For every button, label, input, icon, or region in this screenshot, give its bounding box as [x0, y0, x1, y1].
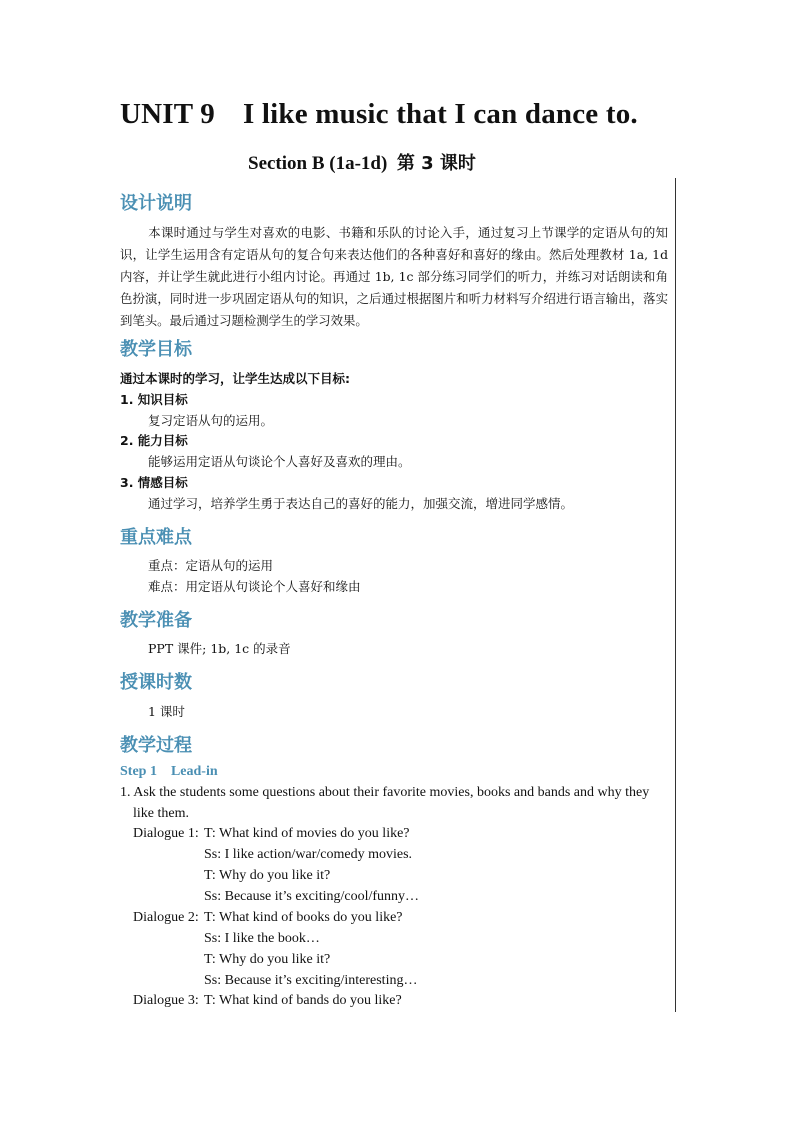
- section-subtitle: [248, 149, 476, 175]
- step-1-heading: [120, 764, 218, 780]
- goal-label-1: 1. 知识目标: [120, 392, 188, 407]
- design-paragraph: [120, 222, 668, 332]
- keypoint-difficulty: 难点：用定语从句谈论个人喜好和缘由: [148, 579, 361, 594]
- process-item-1-line-1: 1. Ask the students some questions about their favorite movies, books and bands and why they: [120, 785, 650, 800]
- dialogue-1-line-1: T: What kind of movies do you like?: [204, 826, 410, 841]
- dialogue-2-line-4: Ss: Because it’s exciting/interesting…: [204, 973, 418, 988]
- goal-text-1: 复习定语从句的运用。: [148, 413, 274, 428]
- hours-text: 1 课时: [148, 704, 185, 719]
- margin-rule: [675, 178, 676, 1012]
- design-text: 本课时通过与学生对喜欢的电影、书籍和乐队的讨论入手，通过复习上节课学的定语从句的知识，让学生运用含有定语从句的复合句来表达他们的各种喜好和喜好的缘由。然后处理教材 1a, 1d 内容，并让学生就此进行小组内讨论。再通过 1b, 1c 部分练习同学们的听力，并练习对话朗读和角色扮演，同时进一步巩固定语从句的知识，之后通过根据图片和听力材料写介绍进行语言输出，落实到笔头。最后通过习题检测学生的学习效果。: [120, 225, 668, 328]
- keypoint-focus: 重点：定语从句的运用: [148, 558, 274, 573]
- goal-label-3: 3. 情感目标: [120, 475, 188, 490]
- dialogue-1-line-2: Ss: I like action/war/comedy movies.: [204, 847, 413, 862]
- preparation-text: PPT 课件; 1b, 1c 的录音: [148, 641, 291, 656]
- step-title: Lead-in: [170, 764, 218, 779]
- heading-hours: 授课时数: [120, 672, 192, 693]
- dialogue-3-label: Dialogue 3:: [133, 993, 199, 1008]
- dialogue-2-line-3: T: Why do you like it?: [204, 952, 331, 967]
- unit-number: UNIT 9: [120, 98, 215, 130]
- dialogue-1-label: Dialogue 1:: [133, 826, 199, 841]
- heading-preparation: 教学准备: [120, 610, 192, 631]
- step-label: Step 1: [120, 764, 157, 779]
- goals-intro: 通过本课时的学习，让学生达成以下目标:: [120, 371, 350, 386]
- goal-text-3: 通过学习，培养学生勇于表达自己的喜好的能力，加强交流，增进同学感情。: [148, 496, 574, 511]
- lesson-label: 第 3 课时: [396, 153, 476, 174]
- heading-goals: 教学目标: [120, 339, 192, 360]
- goal-text-2: 能够运用定语从句谈论个人喜好及喜欢的理由。: [148, 454, 411, 469]
- dialogue-1-line-3: T: Why do you like it?: [204, 868, 331, 883]
- dialogue-2-line-2: Ss: I like the book…: [204, 931, 320, 946]
- goal-label-2: 2. 能力目标: [120, 433, 188, 448]
- dialogue-1-line-4: Ss: Because it’s exciting/cool/funny…: [204, 889, 420, 904]
- process-item-1-line-2: like them.: [133, 806, 189, 821]
- heading-keypoints: 重点难点: [120, 527, 192, 548]
- heading-process: 教学过程: [120, 735, 192, 756]
- section-label: Section B (1a-1d): [248, 153, 388, 174]
- heading-design: 设计说明: [120, 193, 192, 214]
- unit-name: I like music that I can dance to.: [242, 98, 638, 130]
- unit-title: [120, 98, 638, 131]
- dialogue-2-label: Dialogue 2:: [133, 910, 199, 925]
- dialogue-3-line-1: T: What kind of bands do you like?: [204, 993, 402, 1008]
- dialogue-2-line-1: T: What kind of books do you like?: [204, 910, 403, 925]
